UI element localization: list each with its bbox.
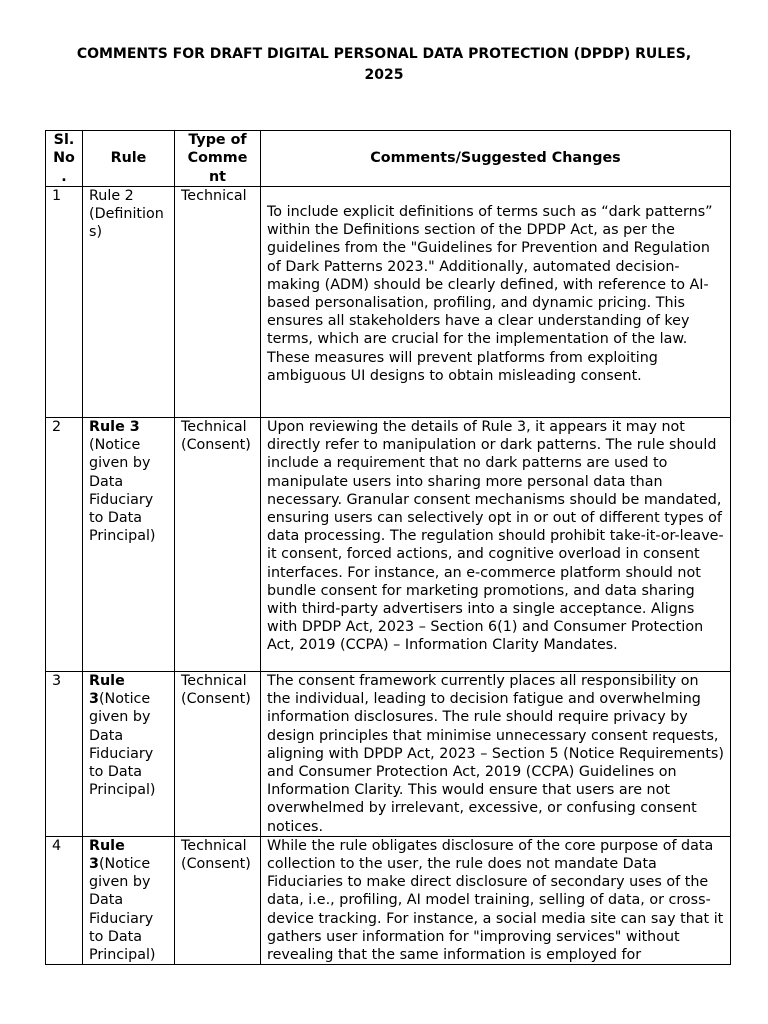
cell-comment: The consent framework currently places all responsibility on the individual, leading to decision fatigue and overwhelming information disclosures. The rule should require privacy by design principles that minimise unnecessary consent requests, aligning with DPDP Act, 2023 – Section 5 (Notice Requirements) and Consumer Protection Act, 2019 (CCPA) Guidelines on Information Clarity. This would ensure that users are not overwhelmed by irrelevant, excessive, or confusing consent notices. (261, 672, 731, 837)
cell-sl-no: 4 (46, 836, 83, 964)
cell-type: Technical (Consent) (175, 836, 261, 964)
cell-rule (83, 187, 175, 418)
cell-sl-no: 3 (46, 672, 83, 837)
document-title-line-1: COMMENTS FOR DRAFT DIGITAL PERSONAL DATA PROTECTION (DPDP) RULES, (76, 46, 692, 62)
header-rule: Rule (83, 131, 175, 187)
rule-bold: Rule 3 (89, 419, 140, 435)
cell-type: Technical (175, 187, 261, 418)
header-type-of-comment: Type of Comme nt (175, 131, 261, 187)
cell-rule (83, 672, 175, 837)
rule-bold: Rule 3 (89, 837, 125, 873)
cell-rule (83, 418, 175, 672)
rule-bold: Rule 3 (89, 673, 125, 708)
cell-comment: While the rule obligates disclosure of the core purpose of data collection to the user, the rule does not mandate Data Fiduciaries to make direct disclosure of secondary uses of the data, i.e., profiling, AI model training, selling of data, or cross-device tracking. For instance, a social media site can say that it gathers user information for "improving services" without revealing that the same information is employed for (261, 836, 731, 964)
rule-detail: (Notice given by Data Fiduciary to Data Principal) (89, 856, 156, 964)
comments-table (45, 130, 731, 965)
table-row (46, 418, 731, 672)
cell-sl-no: 2 (46, 418, 83, 672)
header-comments: Comments/Suggested Changes (261, 131, 731, 187)
document-title (40, 44, 728, 86)
table-row (46, 672, 731, 837)
rule-detail: Rule 2 (Definitions) (89, 188, 164, 241)
cell-comment: To include explicit definitions of terms such as “dark patterns” within the Definitions section of the DPDP Act, as per the guidelines from the "Guidelines for Prevention and Regulation of Dark Patterns 2023." Additionally, automated decision-making (ADM) should be clearly defined, with reference to AI-based personalisation, profiling, and dynamic pricing. This ensures all stakeholders have a clear understanding of key terms, which are crucial for the implementation of the law. These measures will prevent platforms from exploiting ambiguous UI designs to obtain misleading consent. (261, 187, 731, 418)
cell-sl-no: 1 (46, 187, 83, 418)
table-row (46, 836, 731, 964)
cell-rule (83, 836, 175, 964)
cell-type: Technical (Consent) (175, 672, 261, 837)
document-title-line-2: 2025 (364, 67, 404, 83)
cell-type: Technical (Consent) (175, 418, 261, 672)
rule-detail: (Notice given by Data Fiduciary to Data Principal) (89, 437, 156, 545)
header-sl-no: Sl. No . (46, 131, 83, 187)
rule-detail: (Notice given by Data Fiduciary to Data Principal) (89, 691, 156, 799)
cell-comment: Upon reviewing the details of Rule 3, it appears it may not directly refer to manipulation or dark patterns. The rule should include a requirement that no dark patterns are used to manipulate users into sharing more personal data than necessary. Granular consent mechanisms should be mandated, ensuring users can selectively opt in or out of different types of data processing. The regulation should prohibit take-it-or-leave-it consent, forced actions, and cognitive overload in consent interfaces. For instance, an e-commerce platform should not bundle consent for marketing promotions, and data sharing with third-party advertisers into a single acceptance. Aligns with DPDP Act, 2023 – Section 6(1) and Consumer Protection Act, 2019 (CCPA) – Information Clarity Mandates. (261, 418, 731, 672)
table-row (46, 187, 731, 418)
table-header-row (46, 131, 731, 187)
